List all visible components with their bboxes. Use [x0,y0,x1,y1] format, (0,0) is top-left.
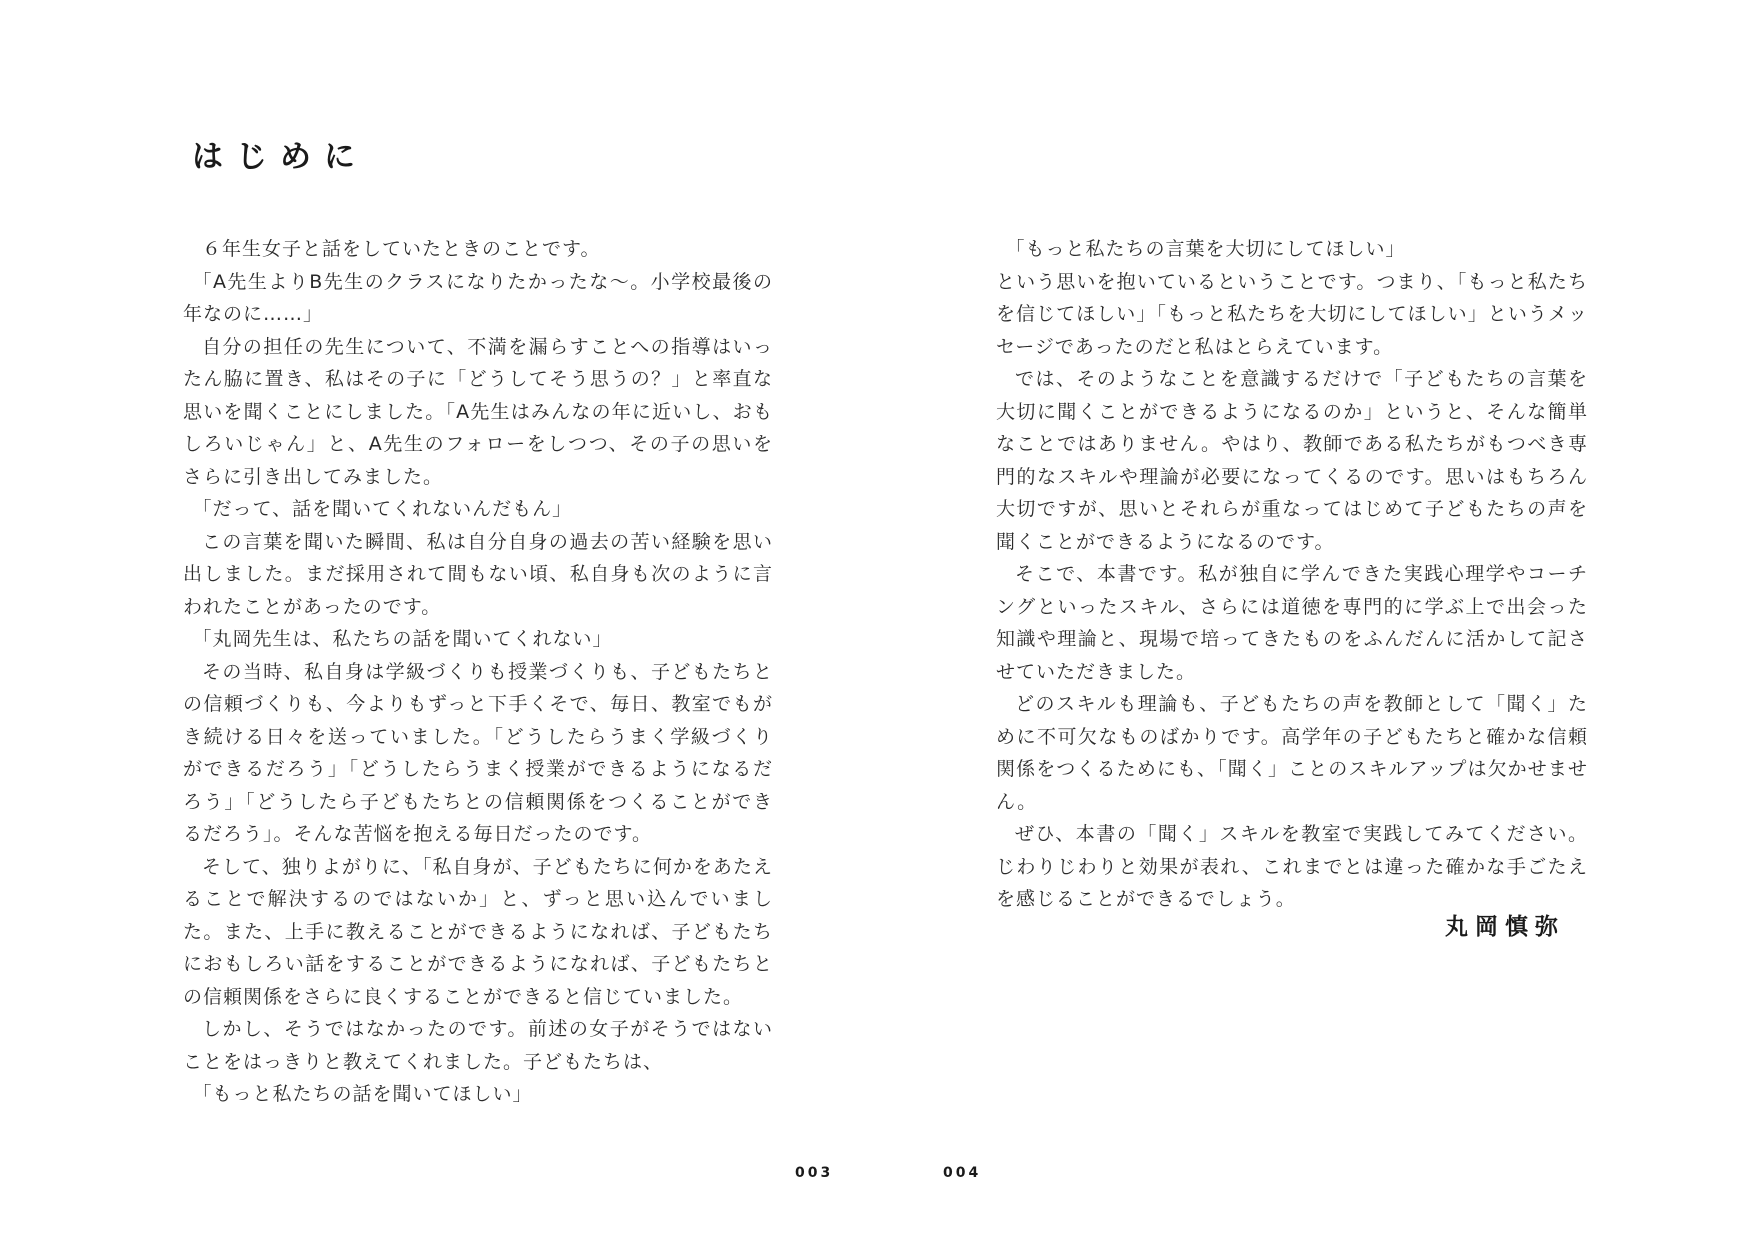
paragraph: この言葉を聞いた瞬間、私は自分自身の過去の苦い経験を思い出しました。まだ採用されて間もない頃、私自身も次のように言われたことがあったのです。 [183,530,773,618]
paragraph: 「もっと私たちの言葉を大切にしてほしい」 [1005,238,1406,260]
paragraph: という思いを抱いているということです。つまり、「もっと私たちを信じてほしい」「もっと私たちを大切にしてほしい」というメッセージであったのだと私はとらえています。 [996,270,1588,358]
paragraph: その当時、私自身は学級づくりも授業づくりも、子どもたちとの信頼づくりも、今よりもずっと下手くそで、毎日、教室でもがき続ける日々を送っていました。「どうしたらうまく学級づくりができるだろう」「どうしたらうまく授業ができるようになるだろう」「どうしたら子どもたちとの信頼関係をつくることができるだろう」。そんな苦悩を抱える毎日だったのです。 [183,660,773,845]
paragraph: 「丸岡先生は、私たちの話を聞いてくれない」 [192,628,613,650]
author-signature: 丸岡慎弥 [1445,914,1565,940]
paragraph: 「だって、話を聞いてくれないんだもん」 [192,498,573,520]
paragraph: そこで、本書です。私が独自に学んできた実践心理学やコーチングといったスキル、さらには道徳を専門的に学ぶ上で出会った知識や理論と、現場で培ってきたものをふんだんに活かして記させていただきました。 [996,563,1588,683]
paragraph: では、そのようなことを意識するだけで「子どもたちの言葉を大切に聞くことができるようになるのか」というと、そんな簡単なことではありません。やはり、教師である私たちがもつべき専門的なスキルや理論が必要になってくるのです。思いはもちろん大切ですが、思いとそれらが重なってはじめて子どもたちの声を聞くことができるようになるのです。 [996,368,1588,553]
page-number-right: 004 [943,1165,982,1181]
paragraph: 「もっと私たちの話を聞いてほしい」 [192,1083,533,1105]
left-page-body [183,233,773,1111]
page-number-left: 003 [795,1165,834,1181]
paragraph: そして、独りよがりに、「私自身が、子どもたちに何かをあたえることで解決するのではないか」と、ずっと思い込んでいました。また、上手に教えることができるようになれば、子どもたちにおもしろい話をすることができるようになれば、子どもたちとの信頼関係をさらに良くすることができると信じていました。 [183,855,773,1008]
right-page-body [996,233,1588,916]
paragraph: どのスキルも理論も、子どもたちの声を教師として「聞く」ために不可欠なものばかりです。高学年の子どもたちと確かな信頼関係をつくるためにも、「聞く」ことのスキルアップは欠かせません。 [996,693,1588,813]
paragraph: 「A先生よりB先生のクラスになりたかったな〜。小学校最後の年なのに……」 [183,270,773,325]
paragraph: ぜひ、本書の「聞く」スキルを教室で実践してみてください。じわりじわりと効果が表れ、これまでとは違った確かな手ごたえを感じることができるでしょう。 [996,823,1588,910]
paragraph: しかし、そうではなかったのです。前述の女子がそうではないことをはっきりと教えてくれました。子どもたちは、 [183,1018,773,1073]
paragraph: 自分の担任の先生について、不満を漏らすことへの指導はいったん脇に置き、私はその子に「どうしてそう思うの？」と率直な思いを聞くことにしました。「A先生はみんなの年に近いし、おもしろいじゃん」と、A先生のフォローをしつつ、その子の思いをさらに引き出してみました。 [183,335,773,488]
paragraph: ６年生女子と話をしていたときのことです。 [202,238,601,260]
page-title: はじめに [192,139,368,175]
